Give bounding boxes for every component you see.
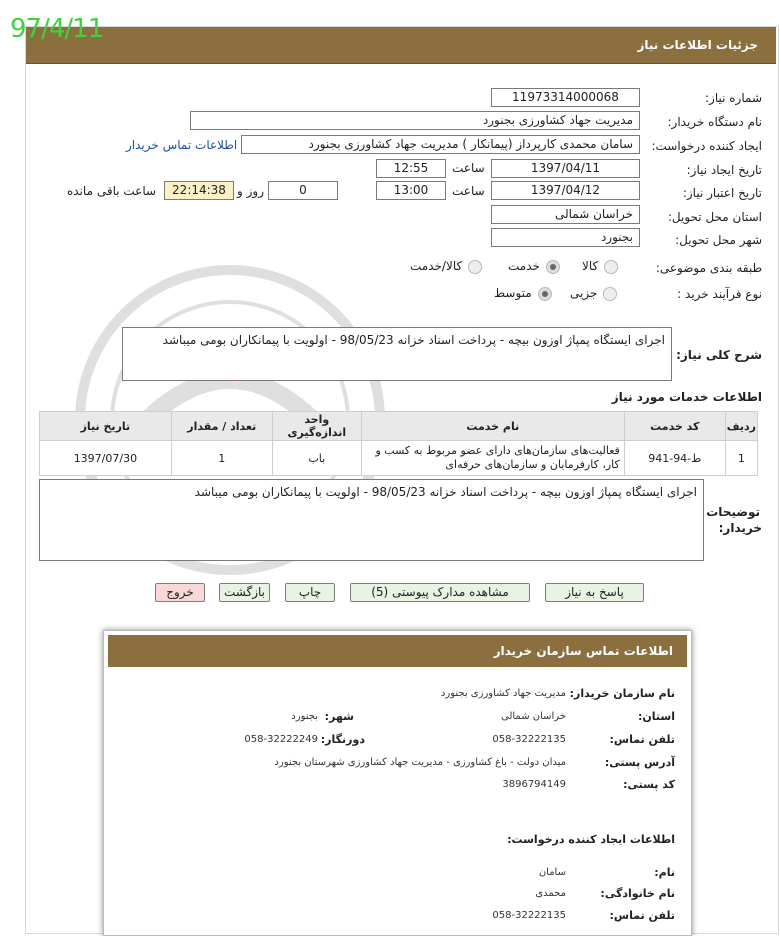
details-header <box>26 27 776 64</box>
buyer-contact-link[interactable]: اطلاعات تماس خریدار <box>126 138 238 152</box>
radio-medium[interactable] <box>494 286 552 301</box>
cell-code: ط-94-941 <box>624 441 725 476</box>
col-qty: تعداد / مقدار <box>171 412 272 441</box>
back-button[interactable]: بازگشت <box>219 583 270 602</box>
city-label: شهر محل تحویل: <box>675 233 762 247</box>
col-date: تاریخ نیاز <box>40 412 172 441</box>
creator-name-value: سامان <box>538 867 566 878</box>
creator-name-label: نام: <box>654 866 675 879</box>
radio-goods-service-indicator[interactable] <box>468 260 482 274</box>
col-code: کد خدمت <box>624 412 725 441</box>
date-stamp: 97/4/11 <box>10 14 104 44</box>
contact-province-label: استان: <box>638 710 675 723</box>
remaining-time-field: 22:14:38 <box>164 181 234 200</box>
contact-panel <box>103 630 692 936</box>
validity-date-label: تاریخ اعتبار نیاز: <box>682 186 762 200</box>
validity-date-field[interactable]: 1397/04/12 <box>491 181 640 200</box>
contact-city-label: شهر: <box>324 710 354 723</box>
contact-city-value: بجنورد <box>291 711 318 722</box>
contact-postal-label: کد پستی: <box>623 778 675 791</box>
buyer-notes-label-1: توضیحات <box>706 505 760 519</box>
need-number-field[interactable]: 11973314000068 <box>491 88 640 107</box>
description-label: شرح کلی نیاز: <box>676 348 762 362</box>
creator-family-label: نام خانوادگی: <box>600 887 675 900</box>
radio-goods-service-label: کالا/خدمت <box>410 259 463 273</box>
validity-time-field[interactable]: 13:00 <box>376 181 446 200</box>
col-name: نام خدمت <box>361 412 624 441</box>
radio-service-label: خدمت <box>508 259 540 273</box>
need-number-label: شماره نیاز: <box>705 91 762 105</box>
print-button[interactable]: چاپ <box>285 583 335 602</box>
creator-phone-label: تلفن تماس: <box>609 909 675 922</box>
remaining-label: ساعت باقی مانده <box>67 184 157 198</box>
radio-medium-label: متوسط <box>494 286 532 300</box>
services-header-row <box>40 412 758 441</box>
contact-fax-value: 058-32222249 <box>244 734 318 745</box>
created-date-field[interactable]: 1397/04/11 <box>491 159 640 178</box>
cell-row: 1 <box>725 441 757 476</box>
buyer-notes-textarea[interactable]: اجرای ایستگاه پمپاژ اوزون بیچه - پرداخت اسناد خزانه 98/05/23 - اولویت با پیمانکاران بومی میباشد <box>39 479 704 561</box>
category-label: طبقه بندی موضوعی: <box>655 261 762 275</box>
city-field[interactable]: بجنورد <box>491 228 640 247</box>
col-unit: واحد اندازه‌گیری <box>272 412 361 441</box>
radio-goods-indicator[interactable] <box>604 260 618 274</box>
validity-time-label: ساعت <box>452 184 485 198</box>
radio-minor[interactable] <box>570 286 617 301</box>
radio-minor-label: جزیی <box>570 286 598 300</box>
radio-medium-indicator[interactable] <box>538 287 552 301</box>
contact-province-value: خراسان شمالی <box>500 711 566 722</box>
remaining-days-field[interactable]: 0 <box>268 181 338 200</box>
radio-goods[interactable] <box>582 259 618 274</box>
buyer-org-label: نام دستگاه خریدار: <box>667 115 762 129</box>
creator-family-value: محمدی <box>535 888 566 899</box>
contact-address-label: آدرس پستی: <box>604 756 675 769</box>
process-label: نوع فرآیند خرید : <box>677 287 762 301</box>
contact-postal-value: 3896794149 <box>502 779 566 790</box>
details-header-title: جزئیات اطلاعات نیاز <box>637 38 758 52</box>
contact-org-label: نام سازمان خریدار: <box>569 687 675 700</box>
services-title: اطلاعات خدمات مورد نیاز <box>611 390 762 404</box>
exit-button[interactable]: خروج <box>155 583 205 602</box>
contact-address-value: میدان دولت - باغ کشاورزی - مدیریت جهاد کشاورزی شهرستان بجنورد <box>274 757 566 768</box>
description-textarea[interactable]: اجرای ایستگاه پمپاژ اوزون بیچه - پرداخت اسناد خزانه 98/05/23 - اولویت با پیمانکاران بومی میباشد <box>122 327 672 381</box>
attachments-button[interactable]: مشاهده مدارک پیوستی (5) <box>350 583 530 602</box>
radio-service[interactable] <box>508 259 560 274</box>
contact-phone-label: تلفن تماس: <box>609 733 675 746</box>
reply-button[interactable]: پاسخ به نیاز <box>545 583 644 602</box>
contact-fax-label: دورنگار: <box>320 733 365 746</box>
days-label: روز و <box>237 184 264 198</box>
buyer-org-field[interactable]: مدیریت جهاد کشاورزی بجنورد <box>190 111 640 130</box>
radio-minor-indicator[interactable] <box>603 287 617 301</box>
requester-field[interactable]: سامان محمدی کارپرداز (پیمانکار ) مدیریت جهاد کشاورزی بجنورد <box>241 135 640 154</box>
buyer-notes-label-2: خریدار: <box>718 521 762 535</box>
province-label: استان محل تحویل: <box>667 210 762 224</box>
contact-header <box>108 635 687 667</box>
province-field[interactable]: خراسان شمالی <box>491 205 640 224</box>
cell-date: 1397/07/30 <box>40 441 172 476</box>
contact-phone-value: 058-32222135 <box>492 734 566 745</box>
cell-name: فعالیت‌های سازمان‌های دارای عضو مربوط به کسب و کار، کارفرمایان و سازمان‌های حرفه‌ای <box>361 441 624 476</box>
radio-goods-label: کالا <box>582 259 599 273</box>
table-row <box>40 441 758 476</box>
created-time-field[interactable]: 12:55 <box>376 159 446 178</box>
creator-phone-value: 058-32222135 <box>492 910 566 921</box>
created-date-label: تاریخ ایجاد نیاز: <box>686 163 762 177</box>
radio-goods-service[interactable] <box>410 259 482 274</box>
contact-org-value: مدیریت جهاد کشاورزی بجنورد <box>440 688 566 699</box>
cell-qty: 1 <box>171 441 272 476</box>
requester-label: ایجاد کننده درخواست: <box>651 139 762 153</box>
cell-unit: باب <box>272 441 361 476</box>
col-row: ردیف <box>725 412 757 441</box>
radio-service-indicator[interactable] <box>546 260 560 274</box>
contact-title: اطلاعات تماس سازمان خریدار <box>493 644 673 658</box>
services-table <box>39 411 758 476</box>
creator-title: اطلاعات ایجاد کننده درخواست: <box>507 833 675 846</box>
created-time-label: ساعت <box>452 161 485 175</box>
